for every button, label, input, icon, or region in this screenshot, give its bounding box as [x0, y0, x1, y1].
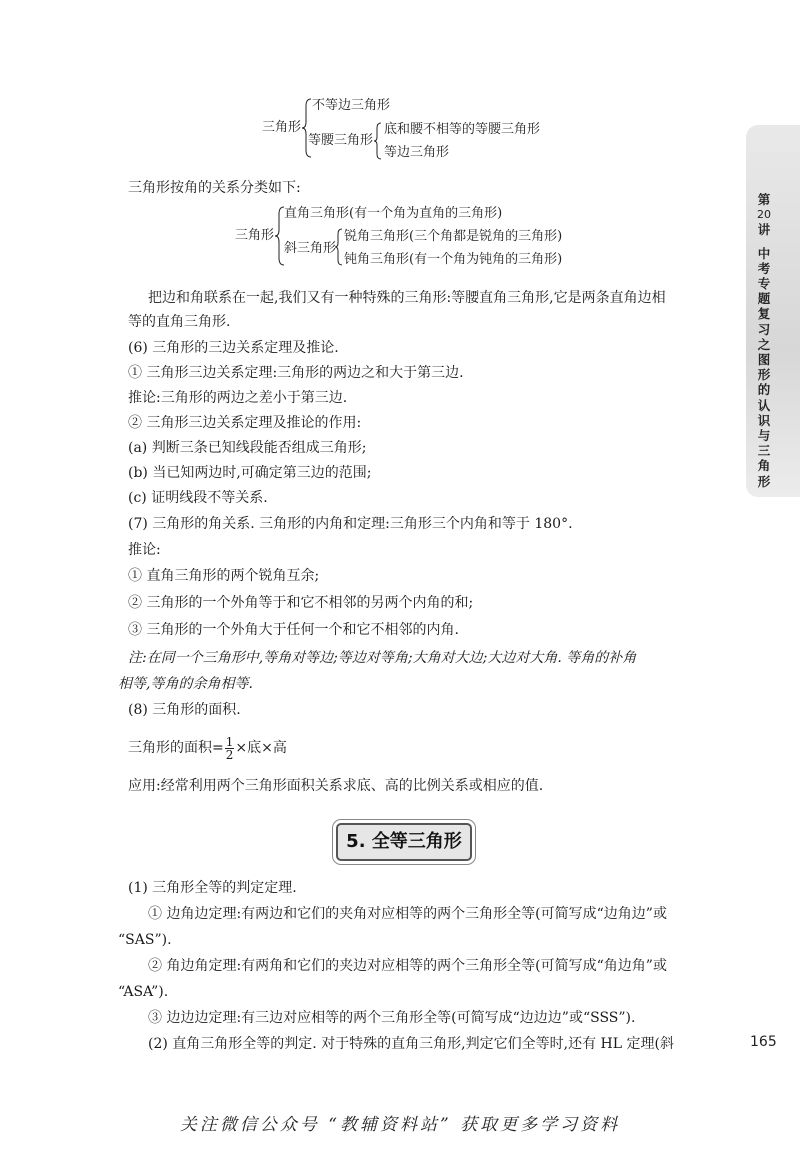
- tree-grandchild: 底和腰不相等的等腰三角形: [384, 122, 541, 137]
- paragraph: ② 角边角定理:有两角和它们的夹边对应相等的两个三角形全等(可简写成“角边角”或: [148, 958, 667, 974]
- side-char: 与: [757, 428, 771, 444]
- side-char: 图: [757, 352, 771, 368]
- side-char: 中: [757, 245, 771, 261]
- paragraph: (2) 直角三角形全等的判定. 对于特殊的直角三角形,判定它们全等时,还有 HL 定理(斜: [148, 1036, 674, 1052]
- paragraph: (1) 三角形全等的判定定理.: [128, 880, 297, 896]
- tree-root: 三角形: [262, 120, 302, 135]
- tree-grandchild: 钝角三角形(有一个角为钝角的三角形): [344, 252, 563, 267]
- paragraph: “SAS”).: [118, 932, 172, 948]
- paragraph: 三角形按角的关系分类如下:: [128, 180, 301, 196]
- side-char: 形: [757, 367, 771, 383]
- side-char: 的: [757, 382, 771, 398]
- side-char: 习: [757, 321, 771, 337]
- side-char: 识: [757, 412, 771, 428]
- paragraph: ① 三角形三边关系定理:三角形的两边之和大于第三边.: [128, 365, 464, 381]
- paragraph: ② 三角形的一个外角等于和它不相邻的另两个内角的和;: [128, 595, 474, 611]
- formula-rhs: ×底×高: [235, 740, 287, 756]
- paragraph: 推论:三角形的两边之差小于第三边.: [128, 390, 348, 406]
- side-char: 20: [757, 208, 771, 222]
- side-char: 讲: [757, 222, 771, 238]
- paragraph: (7) 三角形的角关系. 三角形的内角和定理:三角形三个内角和等于 180°.: [128, 516, 573, 532]
- tree-child: 不等边三角形: [312, 98, 391, 113]
- paragraph: (6) 三角形的三边关系定理及推论.: [128, 340, 339, 356]
- page-number: 165: [750, 1034, 777, 1050]
- page-body-section5: [118, 0, 736, 1100]
- side-char: 题: [757, 291, 771, 307]
- tree-grandchild: 锐角三角形(三个角都是锐角的三角形): [344, 229, 563, 244]
- tree-child: 等腰三角形: [308, 133, 374, 148]
- side-char: 角: [757, 458, 771, 474]
- formula-lhs: 三角形的面积=: [128, 740, 224, 756]
- side-char: 第: [757, 192, 771, 207]
- paragraph: 推论:: [128, 542, 161, 558]
- tree-grandchild: 等边三角形: [384, 145, 450, 160]
- paragraph: 应用:经常利用两个三角形面积关系求底、高的比例关系或相应的值.: [128, 778, 544, 794]
- tree-child: 斜三角形: [284, 241, 337, 256]
- paragraph: (a) 判断三条已知线段能否组成三角形;: [128, 440, 367, 456]
- tree-child: 直角三角形(有一个角为直角的三角形): [284, 206, 503, 221]
- paragraph: (8) 三角形的面积.: [128, 702, 241, 718]
- side-char: 专: [757, 276, 771, 292]
- side-char: 考: [757, 260, 771, 276]
- paragraph: 等的直角三角形.: [128, 314, 231, 330]
- section-heading: 5. 全等三角形: [336, 823, 472, 861]
- paragraph: ③ 三角形的一个外角大于任何一个和它不相邻的内角.: [128, 622, 459, 638]
- paragraph: (c) 证明线段不等关系.: [128, 490, 268, 506]
- tree-root: 三角形: [235, 228, 275, 243]
- paragraph: 把边和角联系在一起,我们又有一种特殊的三角形:等腰直角三角形,它是两条直角边相: [148, 290, 666, 306]
- note: 相等,等角的余角相等.: [118, 676, 253, 692]
- note: 注:在同一个三角形中,等角对等边;等边对等角;大角对大边;大边对大角. 等角的补角: [128, 650, 637, 666]
- side-char: 三: [757, 443, 771, 459]
- paragraph: ③ 边边边定理:有三边对应相等的两个三角形全等(可简写成“边边边”或“SSS”).: [148, 1010, 636, 1026]
- paragraph: (b) 当已知两边时,可确定第三边的范围;: [128, 465, 372, 481]
- paragraph: ① 直角三角形的两个锐角互余;: [128, 568, 320, 584]
- side-char: 复: [757, 306, 771, 322]
- side-char: 形: [757, 473, 771, 489]
- footer-watermark: 关注微信公众号 “教辅资料站” 获取更多学习资料: [179, 1115, 621, 1135]
- paragraph: ② 三角形三边关系定理及推论的作用:: [128, 415, 362, 431]
- fraction-denominator: 2: [225, 747, 234, 762]
- paragraph: ① 边角边定理:有两边和它们的夹角对应相等的两个三角形全等(可简写成“边角边”或: [148, 906, 667, 922]
- paragraph: “ASA”).: [118, 984, 169, 1000]
- side-char: 之: [757, 336, 771, 352]
- side-char: 认: [757, 397, 771, 413]
- fraction-numerator: 1: [225, 734, 234, 749]
